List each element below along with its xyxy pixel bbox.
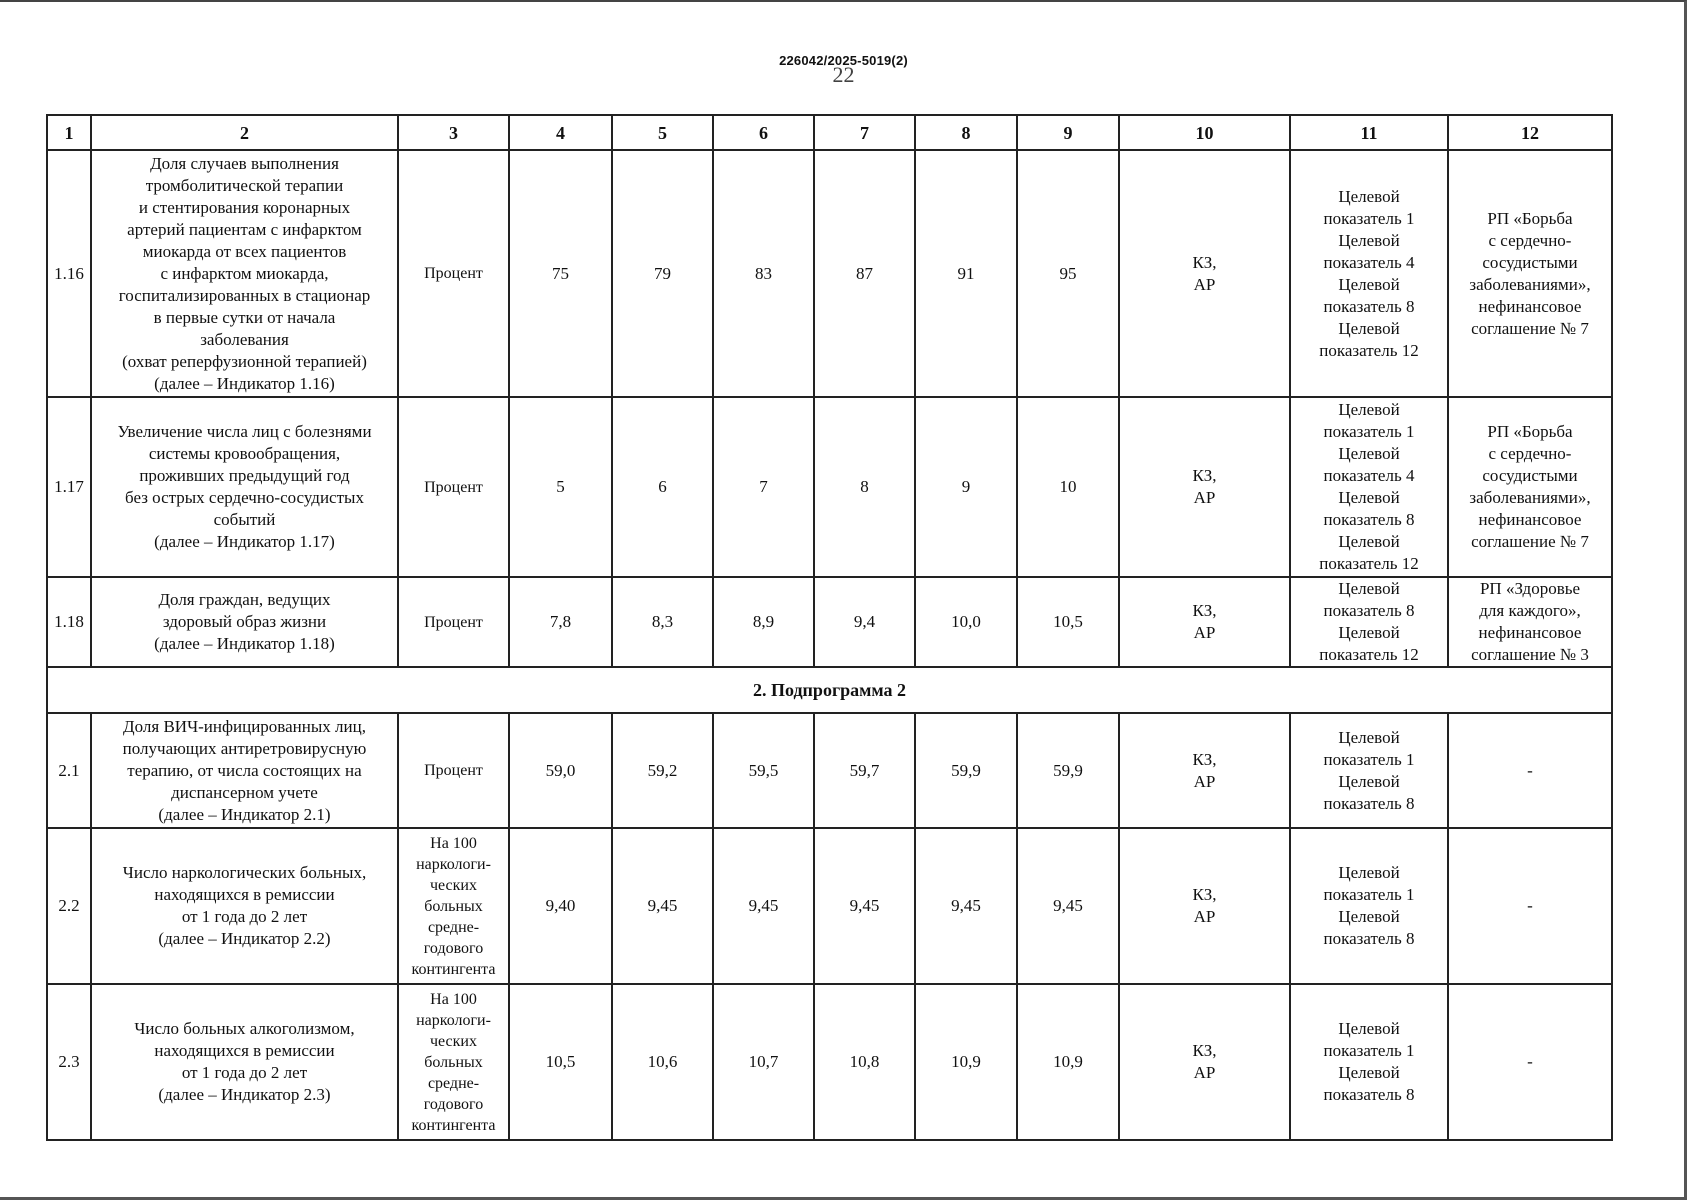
value-cell: 5 <box>509 397 612 577</box>
indicator-name: Число больных алкоголизмом, находящихся в ремиссии от 1 года до 2 лет (далее – Индикатор 2.3) <box>91 984 398 1140</box>
regional-project: РП «Здоровье для каждого», нефинансовое соглашение № 3 <box>1448 577 1612 667</box>
value-cell: 10,9 <box>915 984 1017 1140</box>
value-cell: 6 <box>612 397 713 577</box>
unit: Процент <box>398 713 509 828</box>
header-cell: 7 <box>814 115 915 150</box>
regional-project: - <box>1448 828 1612 984</box>
table-row <box>47 713 1612 828</box>
responsible: КЗ, АР <box>1119 150 1290 397</box>
value-cell: 9 <box>915 397 1017 577</box>
regional-project: РП «Борьба с сердечно- сосудистыми заболеваниями», нефинансовое соглашение № 7 <box>1448 397 1612 577</box>
indicator-name: Доля случаев выполнения тромболитической терапии и стентирования коронарных артерий пациентам с инфарктом миокарда от всех пациентов с инфарктом миокарда, госпитализированных в стационар в первые сутки от начала заболевания (охват реперфузионной терапией) (далее – Индикатор 1.16) <box>91 150 398 397</box>
section-row <box>47 667 1612 713</box>
value-cell: 79 <box>612 150 713 397</box>
header-cell: 4 <box>509 115 612 150</box>
unit: Процент <box>398 397 509 577</box>
value-cell: 9,45 <box>612 828 713 984</box>
indicators-table <box>46 114 1613 1141</box>
responsible: КЗ, АР <box>1119 397 1290 577</box>
unit: Процент <box>398 577 509 667</box>
row-number: 2.2 <box>47 828 91 984</box>
header-cell: 6 <box>713 115 814 150</box>
regional-project: РП «Борьба с сердечно- сосудистыми заболеваниями», нефинансовое соглашение № 7 <box>1448 150 1612 397</box>
indicator-name: Доля граждан, ведущих здоровый образ жизни (далее – Индикатор 1.18) <box>91 577 398 667</box>
responsible: КЗ, АР <box>1119 828 1290 984</box>
target-indicators: Целевой показатель 1 Целевой показатель 4 Целевой показатель 8 Целевой показатель 12 <box>1290 150 1448 397</box>
indicator-name: Увеличение числа лиц с болезнями системы кровообращения, проживших предыдущий год без острых сердечно-сосудистых событий (далее – Индикатор 1.17) <box>91 397 398 577</box>
value-cell: 91 <box>915 150 1017 397</box>
target-indicators: Целевой показатель 8 Целевой показатель 12 <box>1290 577 1448 667</box>
table-row <box>47 577 1612 667</box>
value-cell: 75 <box>509 150 612 397</box>
indicator-name: Доля ВИЧ-инфицированных лиц, получающих антиретровирусную терапию, от числа состоящих на диспансерном учете (далее – Индикатор 2.1) <box>91 713 398 828</box>
value-cell: 9,45 <box>1017 828 1119 984</box>
table-row <box>47 984 1612 1140</box>
value-cell: 8 <box>814 397 915 577</box>
responsible: КЗ, АР <box>1119 577 1290 667</box>
value-cell: 9,45 <box>713 828 814 984</box>
table-row <box>47 397 1612 577</box>
value-cell: 8,3 <box>612 577 713 667</box>
value-cell: 83 <box>713 150 814 397</box>
value-cell: 59,9 <box>1017 713 1119 828</box>
value-cell: 59,7 <box>814 713 915 828</box>
header-cell: 2 <box>91 115 398 150</box>
value-cell: 9,45 <box>915 828 1017 984</box>
indicator-name: Число наркологических больных, находящихся в ремиссии от 1 года до 2 лет (далее – Индикатор 2.2) <box>91 828 398 984</box>
value-cell: 8,9 <box>713 577 814 667</box>
value-cell: 10 <box>1017 397 1119 577</box>
value-cell: 10,8 <box>814 984 915 1140</box>
row-number: 1.18 <box>47 577 91 667</box>
responsible: КЗ, АР <box>1119 713 1290 828</box>
value-cell: 10,0 <box>915 577 1017 667</box>
value-cell: 59,0 <box>509 713 612 828</box>
unit: Процент <box>398 150 509 397</box>
row-number: 2.3 <box>47 984 91 1140</box>
target-indicators: Целевой показатель 1 Целевой показатель 8 <box>1290 984 1448 1140</box>
header-cell: 11 <box>1290 115 1448 150</box>
unit: На 100 наркологи- ческих больных средне- годового контингента <box>398 984 509 1140</box>
table-row <box>47 828 1612 984</box>
value-cell: 10,7 <box>713 984 814 1140</box>
value-cell: 9,45 <box>814 828 915 984</box>
target-indicators: Целевой показатель 1 Целевой показатель 4 Целевой показатель 8 Целевой показатель 12 <box>1290 397 1448 577</box>
header-cell: 1 <box>47 115 91 150</box>
row-number: 2.1 <box>47 713 91 828</box>
responsible: КЗ, АР <box>1119 984 1290 1140</box>
value-cell: 59,2 <box>612 713 713 828</box>
header-cell: 12 <box>1448 115 1612 150</box>
value-cell: 59,5 <box>713 713 814 828</box>
header-cell: 8 <box>915 115 1017 150</box>
value-cell: 59,9 <box>915 713 1017 828</box>
regional-project: - <box>1448 984 1612 1140</box>
value-cell: 9,4 <box>814 577 915 667</box>
page-number: 22 <box>832 62 855 87</box>
value-cell: 10,5 <box>509 984 612 1140</box>
value-cell: 10,6 <box>612 984 713 1140</box>
header-cell: 3 <box>398 115 509 150</box>
document-number: 226042/2025-5019(2) <box>779 53 908 68</box>
value-cell: 9,40 <box>509 828 612 984</box>
header-cell: 9 <box>1017 115 1119 150</box>
header-row <box>47 115 1612 150</box>
target-indicators: Целевой показатель 1 Целевой показатель 8 <box>1290 713 1448 828</box>
value-cell: 7,8 <box>509 577 612 667</box>
table-row <box>47 150 1612 397</box>
value-cell: 7 <box>713 397 814 577</box>
value-cell: 95 <box>1017 150 1119 397</box>
row-number: 1.16 <box>47 150 91 397</box>
row-number: 1.17 <box>47 397 91 577</box>
unit: На 100 наркологи- ческих больных средне- годового контингента <box>398 828 509 984</box>
value-cell: 10,9 <box>1017 984 1119 1140</box>
section-title: 2. Подпрограмма 2 <box>47 667 1612 713</box>
header-cell: 10 <box>1119 115 1290 150</box>
target-indicators: Целевой показатель 1 Целевой показатель 8 <box>1290 828 1448 984</box>
regional-project: - <box>1448 713 1612 828</box>
value-cell: 10,5 <box>1017 577 1119 667</box>
header-cell: 5 <box>612 115 713 150</box>
value-cell: 87 <box>814 150 915 397</box>
